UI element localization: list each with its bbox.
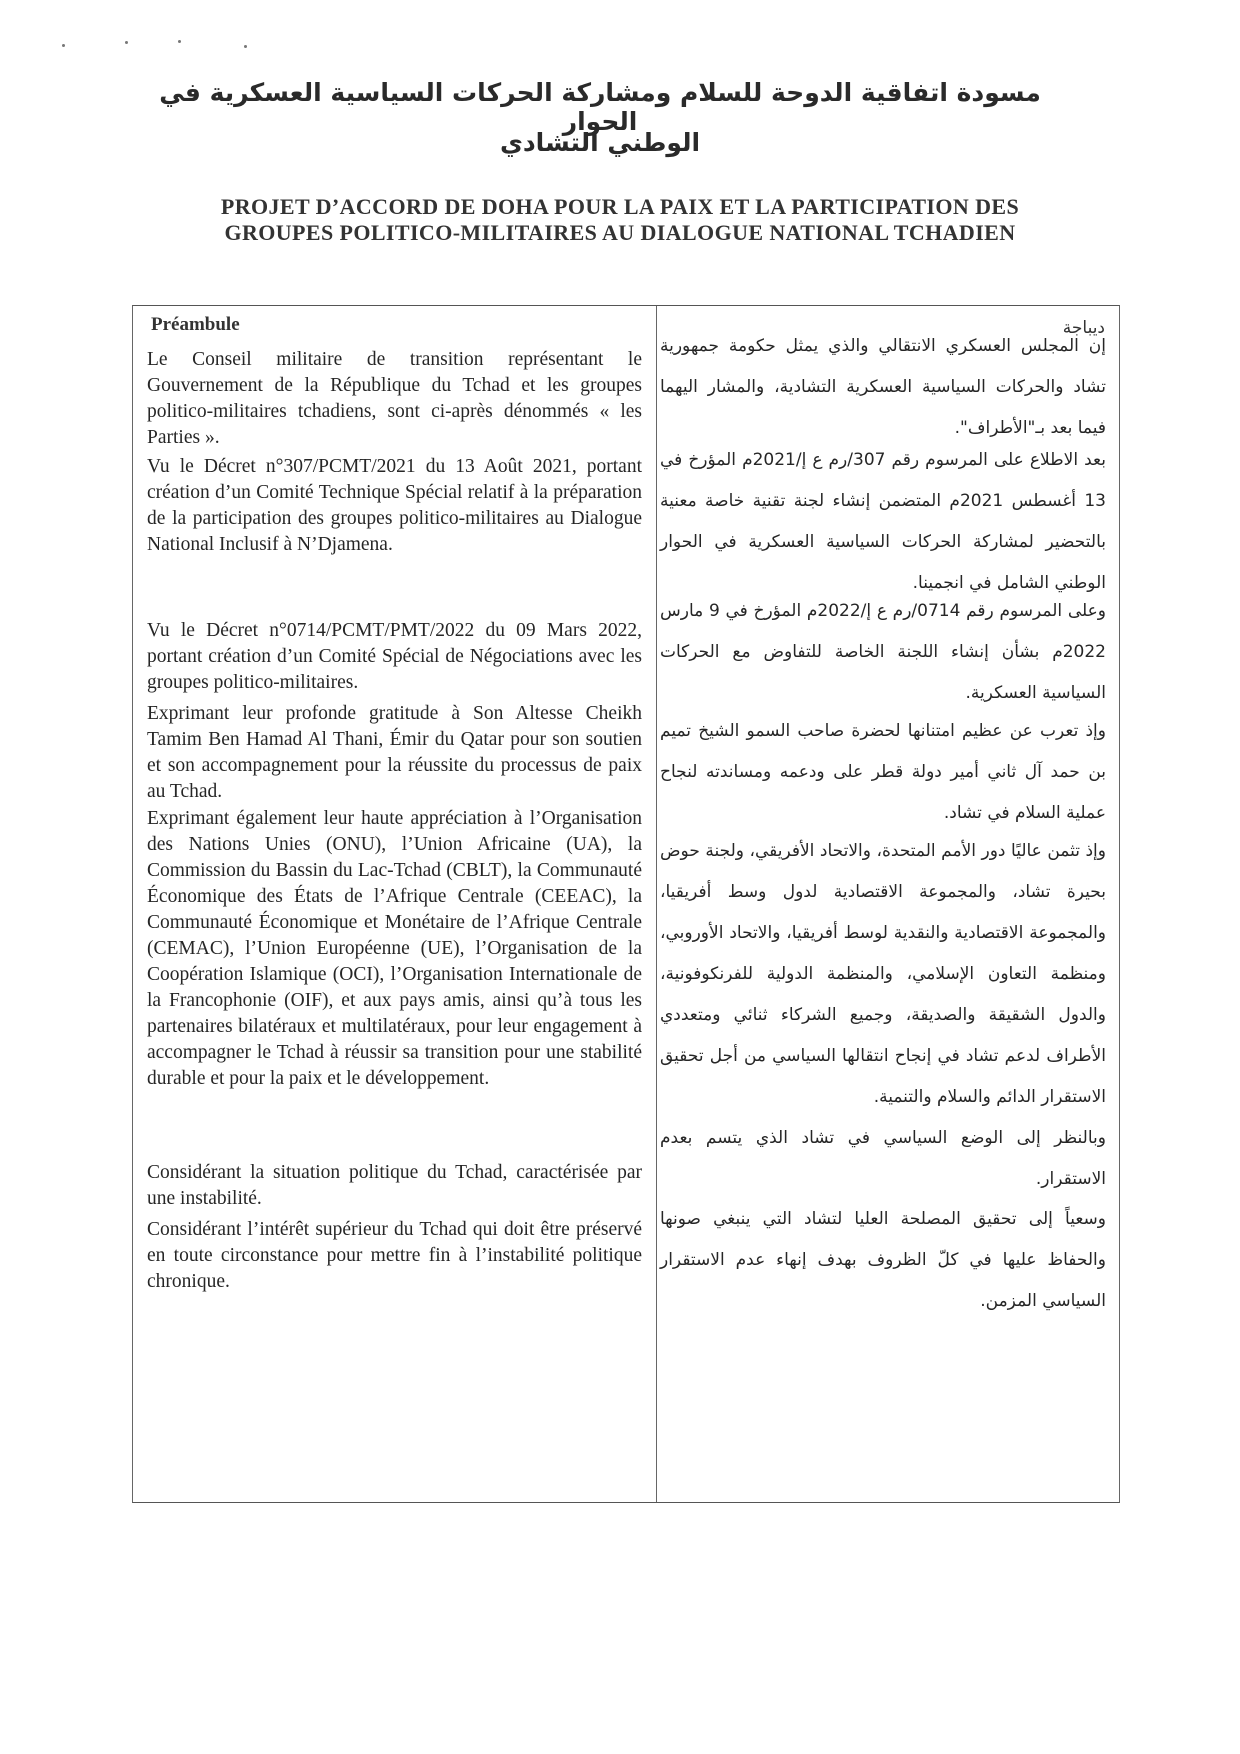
arabic-title-line2: الوطني التشادي [499,128,701,157]
french-paragraph: Vu le Décret n°307/PCMT/2021 du 13 Août 2021, portant création d’un Comité Technique Spécial relatif à la préparation de la participation des groupes politico-militaires au Dialogue National Inclusif à N’Djamena. [147,456,642,555]
arabic-title-line1: مسودة اتفاقية الدوحة للسلام ومشاركة الحركات السياسية العسكرية في الحوار [159,78,1041,136]
arabic-paragraph: وبالنظر إلى الوضع السياسي في تشاد الذي يتسم بعدم الاستقرار. [660,1128,1106,1189]
arabic-paragraph: بعد الاطلاع على المرسوم رقم 307/رم ع إ/2021م المؤرخ في 13 أغسطس 2021م المتضمن إنشاء لجنة تقنية خاصة معنية بالتحضير لمشاركة الحركات السياسية العسكرية في الحوار الوطني الشامل في انجمينا. [660,450,1106,593]
arabic-paragraph: إن المجلس العسكري الانتقالي والذي يمثل حكومة جمهورية تشاد والحركات السياسية العسكرية التشادية، والمشار اليهما فيما بعد بـ"الأطراف". [660,336,1106,438]
arabic-paragraph: وإذ تعرب عن عظيم امتنانها لحضرة صاحب السمو الشيخ تميم بن حمد آل ثاني أمير دولة قطر على ودعمه ومساندته لنجاح عملية السلام في تشاد. [660,721,1106,823]
arabic-paragraph: وعلى المرسوم رقم 0714/رم ع إ/2022م المؤرخ في 9 مارس 2022م بشأن إنشاء اللجنة الخاصة للتفاوض مع الحركات السياسية العسكرية. [660,601,1106,703]
bilingual-table [132,305,1120,1503]
french-paragraph: Considérant l’intérêt supérieur du Tchad qui doit être préservé en toute circonstance pour mettre fin à l’instabilité politique chronique. [147,1219,642,1292]
french-title-line2: GROUPES POLITICO-MILITAIRES AU DIALOGUE NATIONAL TCHADIEN [224,220,1016,245]
french-paragraph: Considérant la situation politique du Tchad, caractérisée par une instabilité. [147,1162,642,1209]
french-paragraph: Exprimant leur profonde gratitude à Son Altesse Cheikh Tamim Ben Hamad Al Thani, Émir du Qatar pour son soutien et son accompagnement pour la réussite du processus de paix au Tchad. [147,703,642,802]
french-paragraph: Exprimant également leur haute appréciation à l’Organisation des Nations Unies (ONU), l’Union Africaine (UA), la Commission du Bassin du Lac-Tchad (CBLT), la Communauté Économique des États de l’Afrique Centrale (CEEAC), la Communauté Économique et Monétaire de l’Afrique Centrale (CEMAC), l’Union Européenne (UE), l’Organisation de la Coopération Islamique (OCI), l’Organisation Internationale de la Francophonie (OIF), et aux pays amis, ainsi qu’à tous les partenaires bilatéraux et multilatéraux, pour leur engagement à accompagner le Tchad à réussir sa transition pour une stabilité durable et pour la paix et le développement. [147,808,642,1089]
column-divider [656,306,657,1502]
french-title-line1: PROJET D’ACCORD DE DOHA POUR LA PAIX ET LA PARTICIPATION DES [220,194,1020,219]
french-paragraph: Le Conseil militaire de transition représentant le Gouvernement de la République du Tchad et les groupes politico-militaires tchadiens, sont ci-après dénommés « les Parties ». [147,349,642,448]
arabic-heading: ديباجة [1062,318,1105,338]
arabic-paragraph: وسعياً إلى تحقيق المصلحة العليا لتشاد التي ينبغي صونها والحفاظ عليها في كلّ الظروف بهدف إنهاء عدم الاستقرار السياسي المزمن. [660,1209,1106,1311]
french-paragraph: Vu le Décret n°0714/PCMT/PMT/2022 du 09 Mars 2022, portant création d’un Comité Spécial de Négociations avec les groupes politico-militaires. [147,620,642,693]
french-heading: Préambule [151,314,240,335]
arabic-paragraph: وإذ تثمن عاليًا دور الأمم المتحدة، والاتحاد الأفريقي، ولجنة حوض بحيرة تشاد، والمجموعة الاقتصادية لدول وسط أفريقيا، والمجموعة الاقتصادية والنقدية لوسط أفريقيا، والاتحاد الأوروبي، ومنظمة التعاون الإسلامي، والمنظمة الدولية للفرنكوفونية، والدول الشقيقة والصديقة، وجميع الشركاء ثنائي ومتعددي الأطراف لدعم تشاد في إنجاح انتقالها السياسي من أجل تحقيق الاستقرار الدائم والسلام والتنمية. [660,841,1106,1107]
